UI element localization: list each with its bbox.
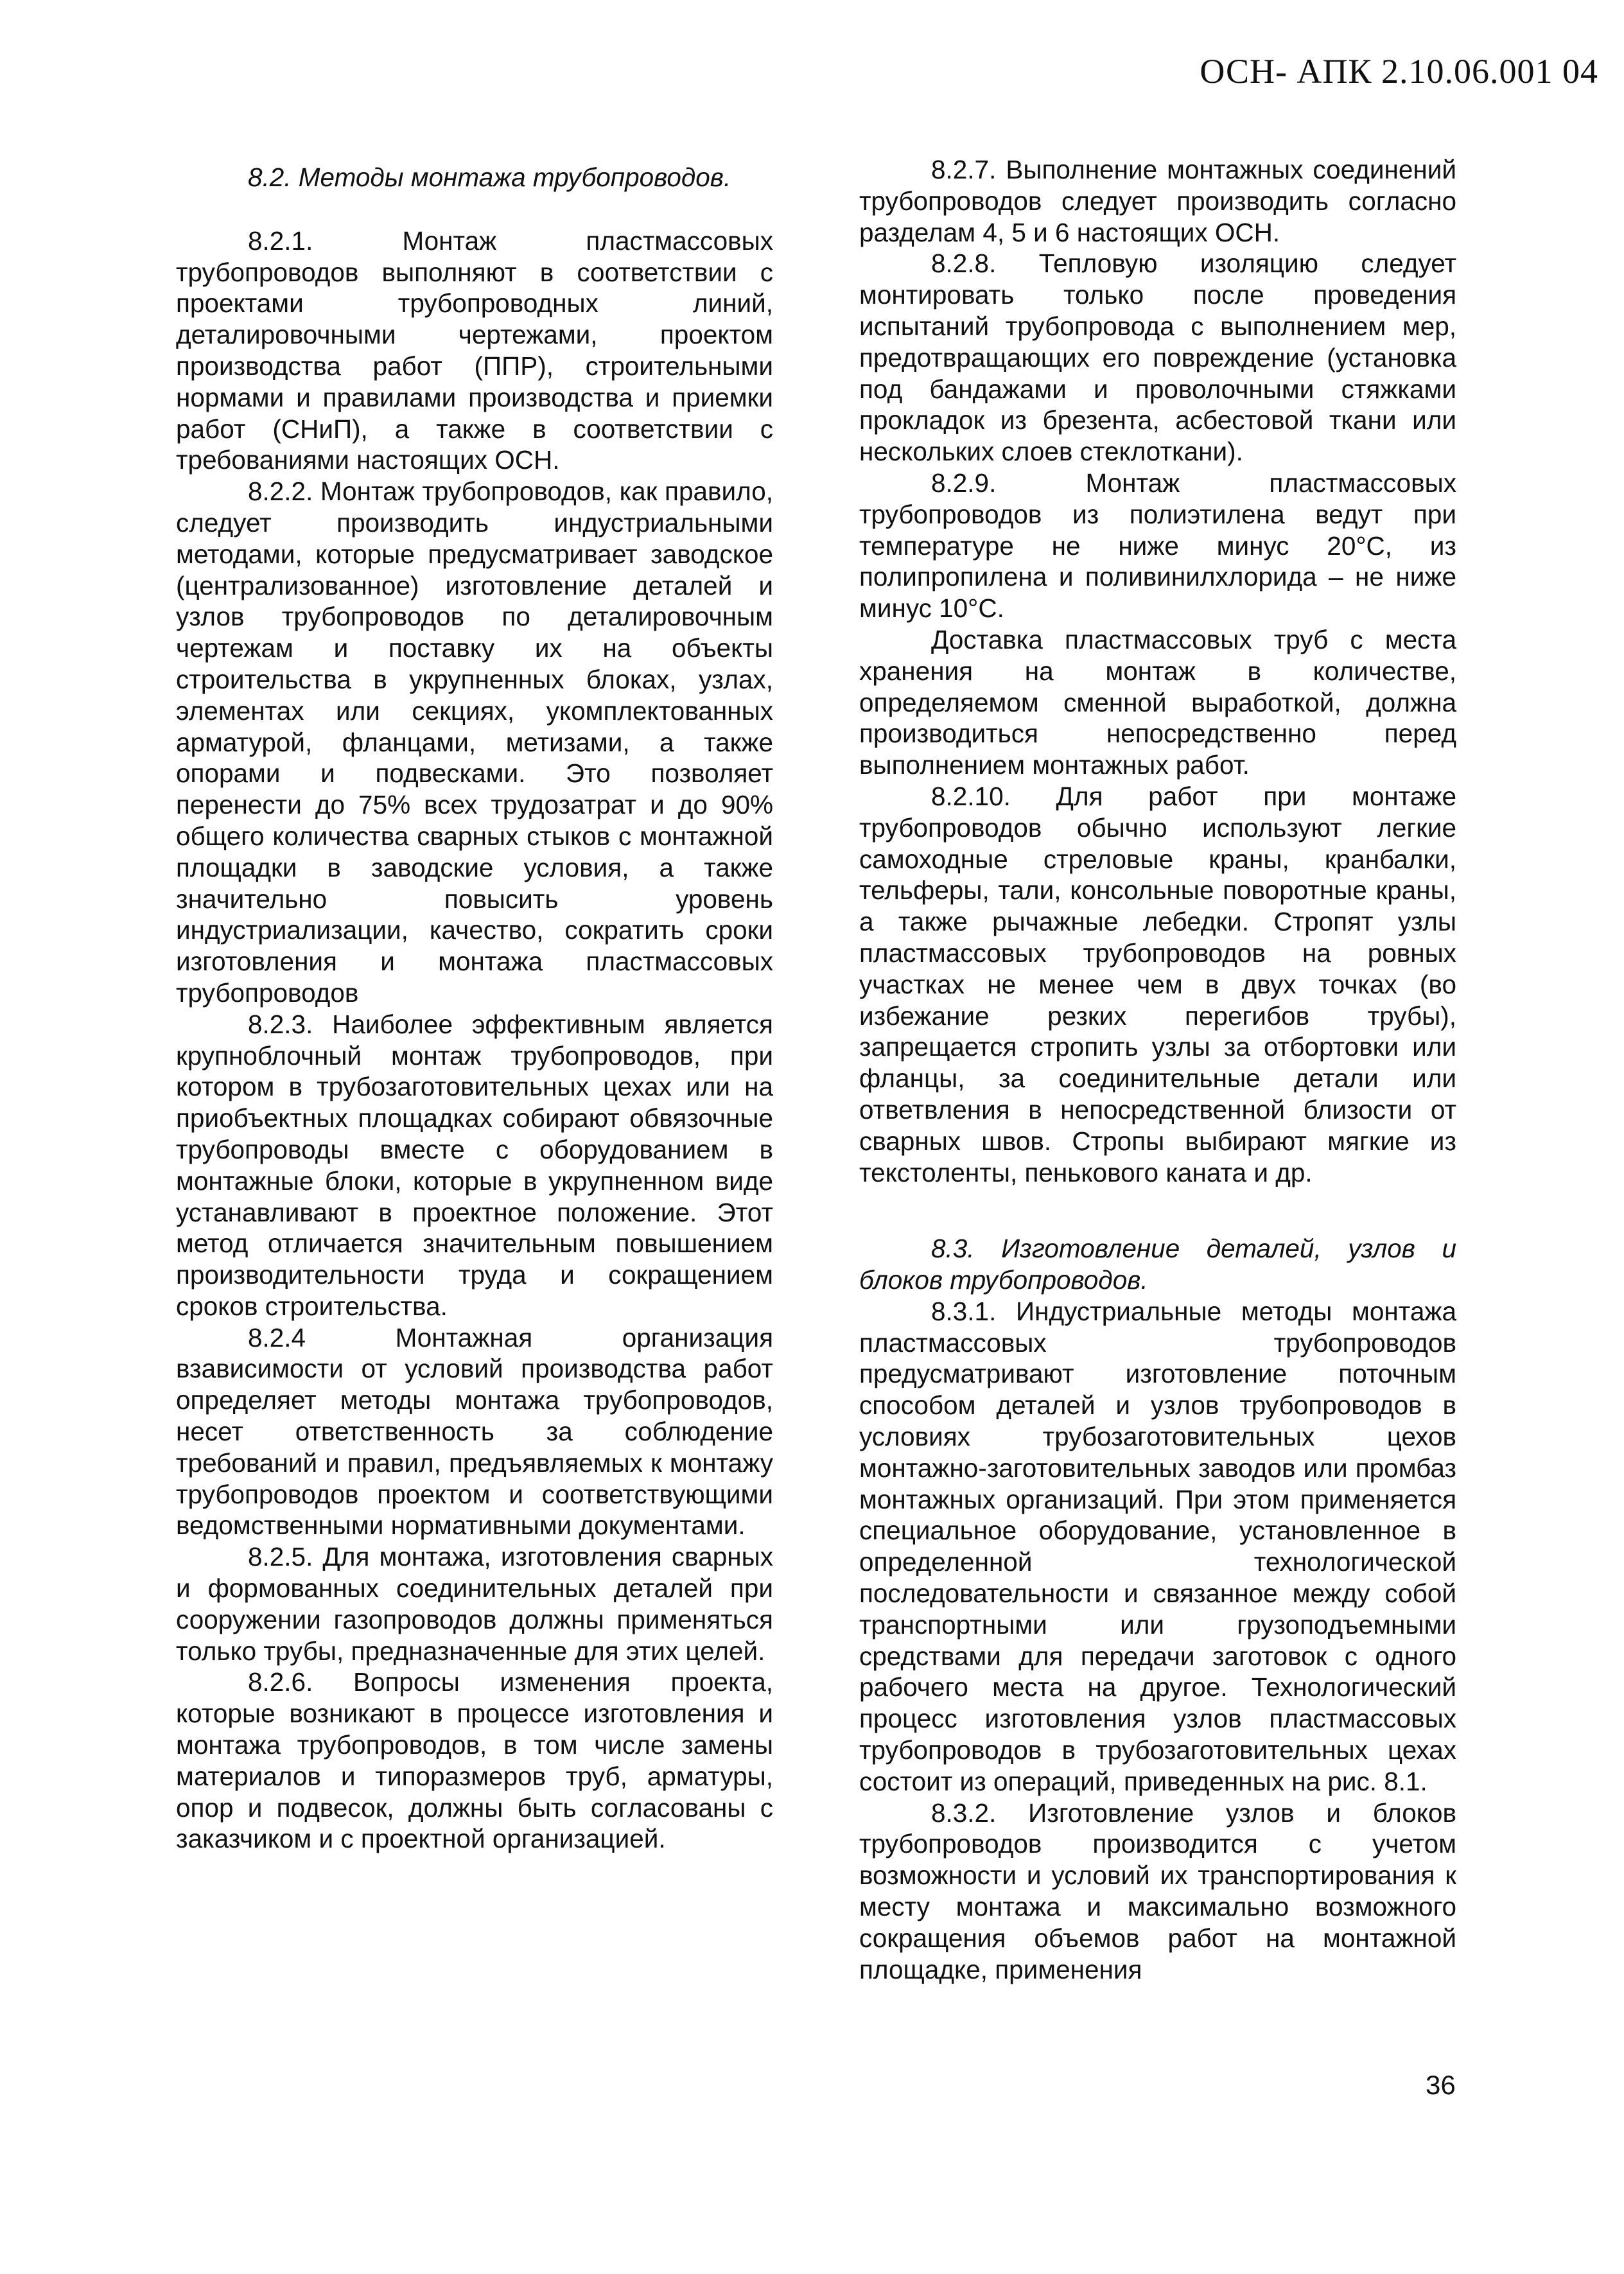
- paragraph-8-2-7: 8.2.7. Выполнение монтажных соединений трубопроводов следует производить согласно разделам 4, 5 и 6 настоящих ОСН.: [859, 155, 1456, 247]
- paragraph-8-3-1: 8.3.1. Индустриальные методы монтажа пластмассовых трубопроводов предусматривают изготовление поточным способом деталей и узлов трубопроводов в условиях трубозаготовительных цехов монтажно-заготовительных заводов или промбаз монтажных организаций. При этом применяется специальное оборудование, установленное в определенной технологической последовательности и связанное между собой транспортными или грузоподъемными средствами для передачи заготовок с одного рабочего места на другое. Технологический процесс изготовления узлов пластмассовых трубопроводов в трубозаготовительных цехах состоит из операций, приведенных на рис. 8.1.: [859, 1296, 1456, 1796]
- page-number: 36: [1426, 2070, 1456, 2100]
- paragraph-8-2-9: 8.2.9. Монтаж пластмассовых трубопроводов из полиэтилена ведут при температуре не ниже минус 20°С, из полипропилена и поливинилхлорида – не ниже минус 10°С.: [859, 468, 1456, 624]
- paragraph-8-3-2: 8.3.2. Изготовление узлов и блоков трубопроводов производится с учетом возможности и условий их транспортирования к месту монтажа и максимально возможного сокращения объемов работ на монтажной площадке, применения: [859, 1797, 1456, 1984]
- paragraph-8-2-5: 8.2.5. Для монтажа, изготовления сварных и формованных соединительных деталей при сооружении газопроводов должны применяться только трубы, предназначенные для этих целей.: [176, 1542, 773, 1666]
- paragraph-8-2-6: 8.2.6. Вопросы изменения проекта, которые возникают в процессе изготовления и монтажа трубопроводов, в том числе замены материалов и типоразмеров труб, арматуры, опор и подвесок, должны быть согласованы с заказчиком и с проектной организацией.: [176, 1667, 773, 1854]
- paragraph-8-2-3: 8.2.3. Наиболее эффективным является крупноблочный монтаж трубопроводов, при котором в трубозаготовительных цехах или на приобъектных площадках собирают обвязочные трубопроводы вместе с оборудованием в монтажные блоки, которые в укрупненном виде устанавливают в проектное положение. Этот метод отличается значительным повышением производительности труда и сокращением сроков строительства.: [176, 1009, 773, 1321]
- paragraph-8-2-10: 8.2.10. Для работ при монтаже трубопроводов обычно используют легкие самоходные стреловые краны, кранбалки, тельферы, тали, консольные поворотные краны, а также рычажные лебедки. Стропят узлы пластмассовых трубопроводов на ровных участках не менее чем в двух точках (во избежание резких перегибов трубы), запрещается стропить узлы за отбортовки или фланцы, за соединительные детали или ответвления в непосредственной близости от сварных швов. Стропы выбирают мягкие из текстоленты, пенькового каната и др.: [859, 781, 1456, 1187]
- paragraph-8-2-4: 8.2.4 Монтажная организация взависимости от условий производства работ определяет методы монтажа трубопроводов, несет ответственность за соблюдение требований и правил, предъявляемых к монтажу трубопроводов проектом и соответствующими ведомственными нормативными документами.: [176, 1322, 773, 1541]
- paragraph-delivery: Доставка пластмассовых труб с места хранения на монтаж в количестве, определяемом сменной выработкой, должна производиться непосредственно перед выполнением монтажных работ.: [859, 624, 1456, 780]
- paragraph-8-2-2: 8.2.2. Монтаж трубопроводов, как правило, следует производить индустриальными методами, которые предусматривает заводское (централизованное) изготовление деталей и узлов трубопроводов по деталировочным чертежам и поставку их на объекты строительства в укрупненных блоках, узлах, элементах или секциях, укомплектованных арматурой, фланцами, метизами, а также опорами и подвесками. Это позволяет перенести до 75% всех трудозатрат и до 90% общего количества сварных стыков с монтажной площадки в заводские условия, а также значительно повысить уровень индустриализации, качество, сократить сроки изготовления и монтажа пластмассовых трубопроводов: [176, 477, 773, 1008]
- document-code-header: ОСН- АПК 2.10.06.001 04: [1200, 52, 1598, 91]
- paragraph-8-2-8: 8.2.8. Тепловую изоляцию следует монтировать только после проведения испытаний трубопровода с выполнением мер, предотвращающих его повреждение (установка под бандажами и проволочными стяжками прокладок из брезента, асбестовой ткани или нескольких слоев стеклоткани).: [859, 249, 1456, 467]
- paragraph-8-2-1: 8.2.1. Монтаж пластмассовых трубопроводов выполняют в соответствии с проектами трубопроводных линий, деталировочными чертежами, проектом производства работ (ППР), строительными нормами и правилами производства и приемки работ (СНиП), а также в соответствии с требованиями настоящих ОСН.: [176, 225, 773, 475]
- section-heading-8-2: 8.2. Методы монтажа трубопроводов.: [248, 162, 731, 192]
- section-heading-8-3: 8.3. Изготовление деталей, узлов и блоков трубопроводов.: [859, 1234, 1456, 1295]
- left-column: [176, 149, 773, 1855]
- right-column: [859, 154, 1456, 1985]
